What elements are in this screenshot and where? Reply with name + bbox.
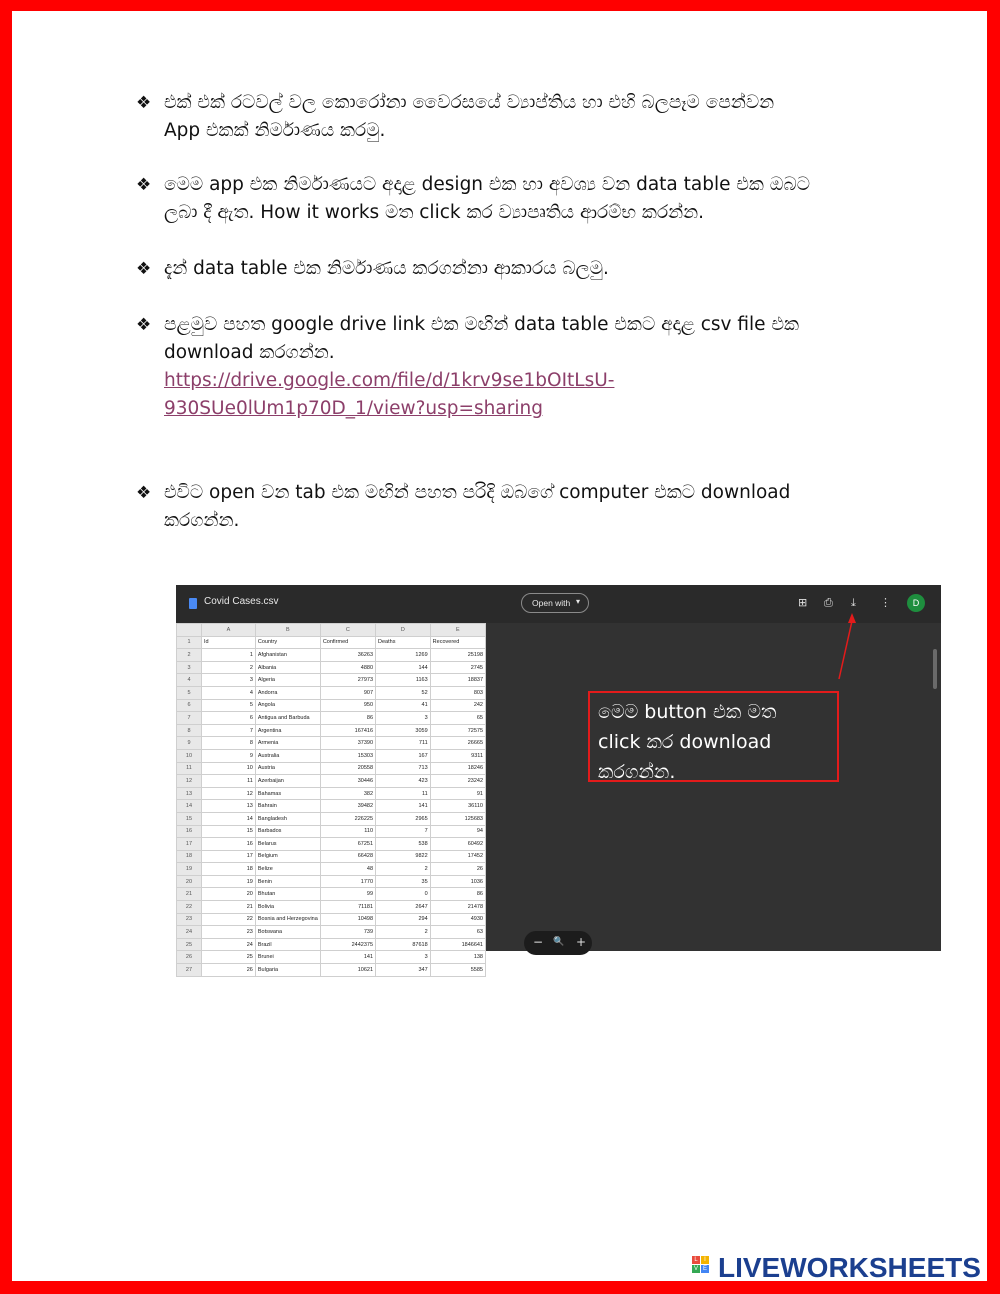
row-number: 11 [177,762,202,775]
caret-down-icon: ▾ [575,597,580,606]
table-cell: 1036 [430,875,485,888]
bullet-diamond-icon: ❖ [136,93,152,113]
table-cell: 23 [201,926,255,939]
bullet-line: download කරගන්න. [164,342,335,363]
table-cell: 25198 [430,649,485,662]
table-cell: 24 [201,938,255,951]
table-cell: Bangladesh [255,812,320,825]
table-cell: 711 [376,737,431,750]
table-cell: 3 [376,712,431,725]
row-number: 12 [177,775,202,788]
table-cell: 26 [430,863,485,876]
table-cell: Bahrain [255,800,320,813]
bullet-diamond-icon: ❖ [136,175,152,195]
bullet-diamond-icon: ❖ [136,259,152,279]
table-cell: Argentina [255,724,320,737]
row-number: 21 [177,888,202,901]
table-cell: 13 [201,800,255,813]
table-cell: 72575 [430,724,485,737]
row-number: 24 [177,926,202,939]
row-number: 6 [177,699,202,712]
open-with-label: Open with [532,598,571,608]
table-cell: 9 [201,749,255,762]
table-cell: 4880 [320,661,375,674]
table-cell: 3 [201,674,255,687]
bullet-diamond-icon: ❖ [136,315,152,335]
row-number: 26 [177,951,202,964]
table-cell: Brazil [255,938,320,951]
column-letter: B [255,624,320,637]
table-cell: 0 [376,888,431,901]
table-cell: 950 [320,699,375,712]
table-cell: 18246 [430,762,485,775]
add-comment-icon[interactable]: ⊞ [798,596,808,609]
table-cell: 60492 [430,838,485,851]
table-cell: 66428 [320,850,375,863]
table-cell: 21 [201,901,255,914]
row-number: 8 [177,724,202,737]
table-cell: 294 [376,913,431,926]
table-cell: 41 [376,699,431,712]
table-cell: 141 [320,951,375,964]
table-cell: 15303 [320,749,375,762]
table-cell: 36110 [430,800,485,813]
table-cell: 35 [376,875,431,888]
table-cell: Albania [255,661,320,674]
row-number: 1 [177,636,202,649]
table-cell: 94 [430,825,485,838]
avatar[interactable]: D [907,594,925,612]
print-icon[interactable]: ⎙ [824,596,833,609]
logo-tile: L [692,1256,700,1264]
bullet-line: පළමුව පහත google drive link එක මඟින් data table එකට අදාළ csv file එක [164,314,799,335]
table-cell: 2965 [376,812,431,825]
table-cell: 17 [201,850,255,863]
table-cell: 347 [376,964,431,977]
row-number: 19 [177,863,202,876]
table-cell: Belarus [255,838,320,851]
table-cell: 4930 [430,913,485,926]
table-cell: 5585 [430,964,485,977]
bullet-5 [136,479,876,535]
search-icon[interactable]: 🔍 [553,937,565,947]
table-cell: 7 [376,825,431,838]
table-cell: Id [201,636,255,649]
table-cell: Bulgaria [255,964,320,977]
row-number: 5 [177,686,202,699]
zoom-out-icon[interactable]: − [533,935,544,949]
table-cell: 23242 [430,775,485,788]
row-number: 7 [177,712,202,725]
table-cell: 18837 [430,674,485,687]
row-number: 27 [177,964,202,977]
table-cell: 7 [201,724,255,737]
row-number: 17 [177,838,202,851]
table-cell: Country [255,636,320,649]
table-cell: Algeria [255,674,320,687]
table-cell: 26 [201,964,255,977]
table-cell: 9311 [430,749,485,762]
column-letter: E [430,624,485,637]
row-number: 15 [177,812,202,825]
callout-line: කරගන්න. [598,761,676,783]
table-cell: 10498 [320,913,375,926]
table-cell: Afghanistan [255,649,320,662]
table-cell: Austria [255,762,320,775]
column-letter: C [320,624,375,637]
table-cell: Bolivia [255,901,320,914]
table-cell: 1269 [376,649,431,662]
table-cell: 37390 [320,737,375,750]
table-cell: 9822 [376,850,431,863]
row-number: 9 [177,737,202,750]
column-letter: D [376,624,431,637]
table-cell: 25 [201,951,255,964]
table-cell: 226225 [320,812,375,825]
table-cell: 20 [201,888,255,901]
table-cell: 739 [320,926,375,939]
table-cell: 52 [376,686,431,699]
download-callout [588,691,839,782]
table-cell: 67251 [320,838,375,851]
logo-tile: E [702,1266,707,1272]
table-cell: Benin [255,875,320,888]
table-cell: 10 [201,762,255,775]
more-icon[interactable]: ⋮ [880,596,891,609]
table-cell: 63 [430,926,485,939]
table-cell: Deaths [376,636,431,649]
table-cell: 1770 [320,875,375,888]
bullet-4 [136,311,876,423]
table-cell: 86 [320,712,375,725]
table-cell: Belgium [255,850,320,863]
bullet-line: ලබා දී ඇත. How it works මත click කර ව්‍යාපෘතිය ආරම්භ කරන්න. [164,202,705,223]
table-cell: 71181 [320,901,375,914]
table-cell: 3 [376,951,431,964]
drive-link-continued[interactable]: 930SUe0lUm1p70D_1/view?usp=sharing [164,398,543,419]
table-cell: 22 [201,913,255,926]
table-cell: 803 [430,686,485,699]
table-cell: 1 [201,649,255,662]
table-cell: 110 [320,825,375,838]
drive-link[interactable]: https://drive.google.com/file/d/1krv9se1bOItLsU- [164,370,615,391]
table-cell: 26665 [430,737,485,750]
row-number: 18 [177,850,202,863]
row-number: 25 [177,938,202,951]
table-cell: 382 [320,787,375,800]
row-number: 4 [177,674,202,687]
row-number: 13 [177,787,202,800]
bullet-diamond-icon: ❖ [136,483,152,503]
table-row [177,964,486,977]
table-cell: Brunei [255,951,320,964]
table-cell: 87618 [376,938,431,951]
table-cell: 11 [376,787,431,800]
table-cell: 12 [201,787,255,800]
column-letter: A [201,624,255,637]
table-cell: Bhutan [255,888,320,901]
table-cell: 423 [376,775,431,788]
table-cell: Botswana [255,926,320,939]
file-name: Covid Cases.csv [204,596,279,607]
table-cell: 2647 [376,901,431,914]
row-number: 20 [177,875,202,888]
bullet-line: මෙම app එක නිර්මාණයට අදාළ design එක හා අවශ්‍ය වන data table එක ඔබට [164,174,811,195]
table-cell: 2745 [430,661,485,674]
callout-line: මෙම button එක මත [598,701,777,723]
bullet-line: එක් එක් රටවල් වල කොරෝනා වෛරසයේ ව්‍යාප්තිය හා එහි බලපෑම පෙන්වන [164,92,775,113]
logo-text: LIVEWORKSHEETS [718,1252,981,1283]
table-cell: 10621 [320,964,375,977]
table-cell: 167 [376,749,431,762]
table-cell: 2 [376,863,431,876]
table-cell: 20558 [320,762,375,775]
table-cell: 2442375 [320,938,375,951]
bullet-line: එවිට open වන tab එක මඟින් පහත පරිදි ඔබගේ computer එකට download [164,482,791,503]
table-cell: 1846641 [430,938,485,951]
table-cell: 713 [376,762,431,775]
table-cell: 167416 [320,724,375,737]
table-cell: 5 [201,699,255,712]
bullet-2 [136,171,876,227]
table-cell: Angola [255,699,320,712]
zoom-in-icon[interactable]: + [576,935,587,949]
table-cell: Australia [255,749,320,762]
table-cell: Bahamas [255,787,320,800]
table-cell: 91 [430,787,485,800]
table-cell: 19 [201,875,255,888]
table-cell: 538 [376,838,431,851]
table-cell: 30446 [320,775,375,788]
table-cell: Belize [255,863,320,876]
table-cell: Recovered [430,636,485,649]
table-cell: 907 [320,686,375,699]
table-row [177,951,486,964]
bullet-line: App එකක් නිර්මාණය කරමු. [164,120,386,141]
table-cell: 65 [430,712,485,725]
table-cell: 6 [201,712,255,725]
bullet-line: දැන් data table එක නිර්මාණය කරගන්නා ආකාරය බලමු. [164,258,609,279]
table-cell: 242 [430,699,485,712]
table-cell: 86 [430,888,485,901]
table-cell: 36263 [320,649,375,662]
table-cell: 99 [320,888,375,901]
table-cell: 15 [201,825,255,838]
table-cell: 144 [376,661,431,674]
table-cell: 48 [320,863,375,876]
table-cell: 8 [201,737,255,750]
table-cell: 2 [376,926,431,939]
table-cell: Azerbaijan [255,775,320,788]
table-cell: 14 [201,812,255,825]
bullet-1 [136,89,876,145]
table-cell: 18 [201,863,255,876]
row-number: 3 [177,661,202,674]
row-number: 2 [177,649,202,662]
table-cell: 11 [201,775,255,788]
table-cell: 21478 [430,901,485,914]
row-number: 22 [177,901,202,914]
table-cell: 125683 [430,812,485,825]
row-number: 23 [177,913,202,926]
table-cell: 2 [201,661,255,674]
row-number: 16 [177,825,202,838]
download-icon[interactable]: ⤓ [851,596,856,609]
table-cell: 1163 [376,674,431,687]
row-number: 14 [177,800,202,813]
table-cell: Antigua and Barbuda [255,712,320,725]
row-number: 10 [177,749,202,762]
table-cell: 141 [376,800,431,813]
logo-tile: I [701,1256,709,1264]
table-cell: 138 [430,951,485,964]
table-cell: 39482 [320,800,375,813]
table-cell: Armenia [255,737,320,750]
table-cell: 17452 [430,850,485,863]
table-cell: 16 [201,838,255,851]
table-cell: Confirmed [320,636,375,649]
logo-tile: V [693,1266,698,1272]
table-cell: Andorra [255,686,320,699]
table-cell: Bosnia and Herzegovina [255,913,320,926]
bullet-line: කරගන්න. [164,510,240,531]
bullet-3 [136,255,876,283]
table-cell: 27973 [320,674,375,687]
table-cell: 3059 [376,724,431,737]
table-cell: 4 [201,686,255,699]
drive-viewer-screenshot [176,585,941,973]
callout-line: click කර download [598,731,772,753]
table-cell: Barbados [255,825,320,838]
